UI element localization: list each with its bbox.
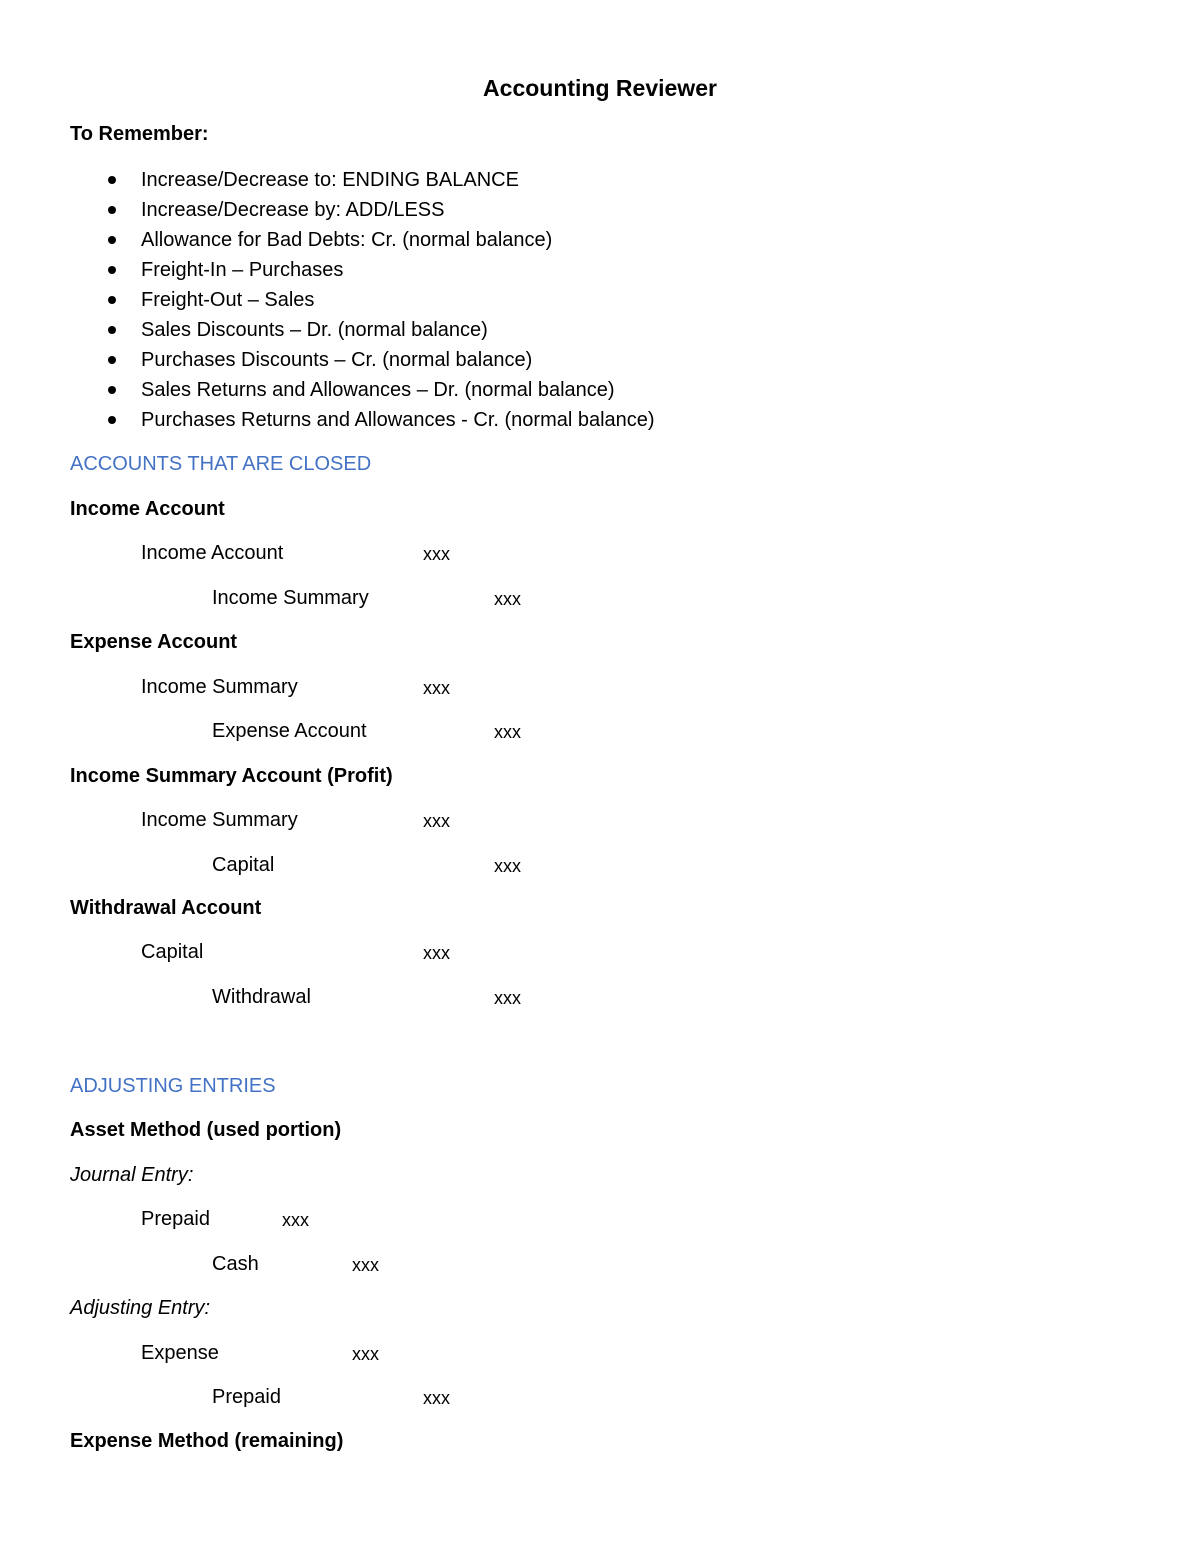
- expense-method-heading: Expense Method (remaining): [70, 1430, 344, 1452]
- journal-debit-amount: xxx: [282, 1210, 309, 1230]
- journal-debit-account: Prepaid: [141, 1208, 210, 1230]
- journal-credit-amount: xxx: [423, 1388, 450, 1408]
- journal-debit-account: Income Summary: [141, 676, 298, 698]
- journal-credit-amount: xxx: [494, 988, 521, 1008]
- to-remember-heading: To Remember:: [70, 123, 209, 145]
- journal-credit-account: Capital: [212, 854, 275, 876]
- income-summary-heading: Income Summary Account (Profit): [70, 765, 393, 787]
- withdrawal-account-heading: Withdrawal Account: [70, 897, 262, 919]
- income-account-heading: Income Account: [70, 498, 225, 520]
- journal-debit-amount: xxx: [352, 1344, 379, 1364]
- reminder-list: [0, 168, 655, 438]
- closed-accounts-heading: ACCOUNTS THAT ARE CLOSED: [70, 453, 372, 475]
- journal-credit-amount: xxx: [494, 856, 521, 876]
- expense-account-heading: Expense Account: [70, 631, 238, 653]
- journal-debit-account: Income Summary: [141, 809, 298, 831]
- journal-debit-amount: xxx: [423, 811, 450, 831]
- journal-credit-amount: xxx: [494, 589, 521, 609]
- list-item: Allowance for Bad Debts: Cr. (normal balance): [0, 228, 655, 258]
- list-item: Freight-In – Purchases: [0, 258, 655, 288]
- journal-debit-amount: xxx: [423, 678, 450, 698]
- list-item: Purchases Returns and Allowances - Cr. (normal balance): [0, 408, 655, 438]
- adjusting-entries-heading: ADJUSTING ENTRIES: [70, 1075, 276, 1097]
- journal-credit-account: Expense Account: [212, 720, 367, 742]
- bullet-icon: [108, 356, 116, 364]
- journal-debit-account: Income Account: [141, 542, 284, 564]
- page-title: Accounting Reviewer: [483, 75, 717, 101]
- asset-method-heading: Asset Method (used portion): [70, 1119, 342, 1141]
- bullet-icon: [108, 206, 116, 214]
- list-item: Sales Discounts – Dr. (normal balance): [0, 318, 655, 348]
- list-item: Freight-Out – Sales: [0, 288, 655, 318]
- list-item: Purchases Discounts – Cr. (normal balance): [0, 348, 655, 378]
- journal-credit-account: Income Summary: [212, 587, 369, 609]
- bullet-icon: [108, 176, 116, 184]
- journal-debit-amount: xxx: [423, 943, 450, 963]
- journal-debit-amount: xxx: [423, 544, 450, 564]
- bullet-icon: [108, 326, 116, 334]
- bullet-icon: [108, 416, 116, 424]
- journal-credit-amount: xxx: [352, 1255, 379, 1275]
- bullet-icon: [108, 386, 116, 394]
- journal-entry-label: Journal Entry:: [70, 1164, 194, 1186]
- journal-credit-account: Prepaid: [212, 1386, 281, 1408]
- journal-credit-account: Withdrawal: [212, 986, 311, 1008]
- journal-credit-account: Cash: [212, 1253, 259, 1275]
- bullet-icon: [108, 266, 116, 274]
- list-item: Increase/Decrease by: ADD/LESS: [0, 198, 655, 228]
- adjusting-entry-label: Adjusting Entry:: [70, 1297, 211, 1319]
- list-item: Sales Returns and Allowances – Dr. (normal balance): [0, 378, 655, 408]
- journal-debit-account: Capital: [141, 941, 204, 963]
- journal-debit-account: Expense: [141, 1342, 219, 1364]
- bullet-icon: [108, 296, 116, 304]
- list-item: Increase/Decrease to: ENDING BALANCE: [0, 168, 655, 198]
- journal-credit-amount: xxx: [494, 722, 521, 742]
- bullet-icon: [108, 236, 116, 244]
